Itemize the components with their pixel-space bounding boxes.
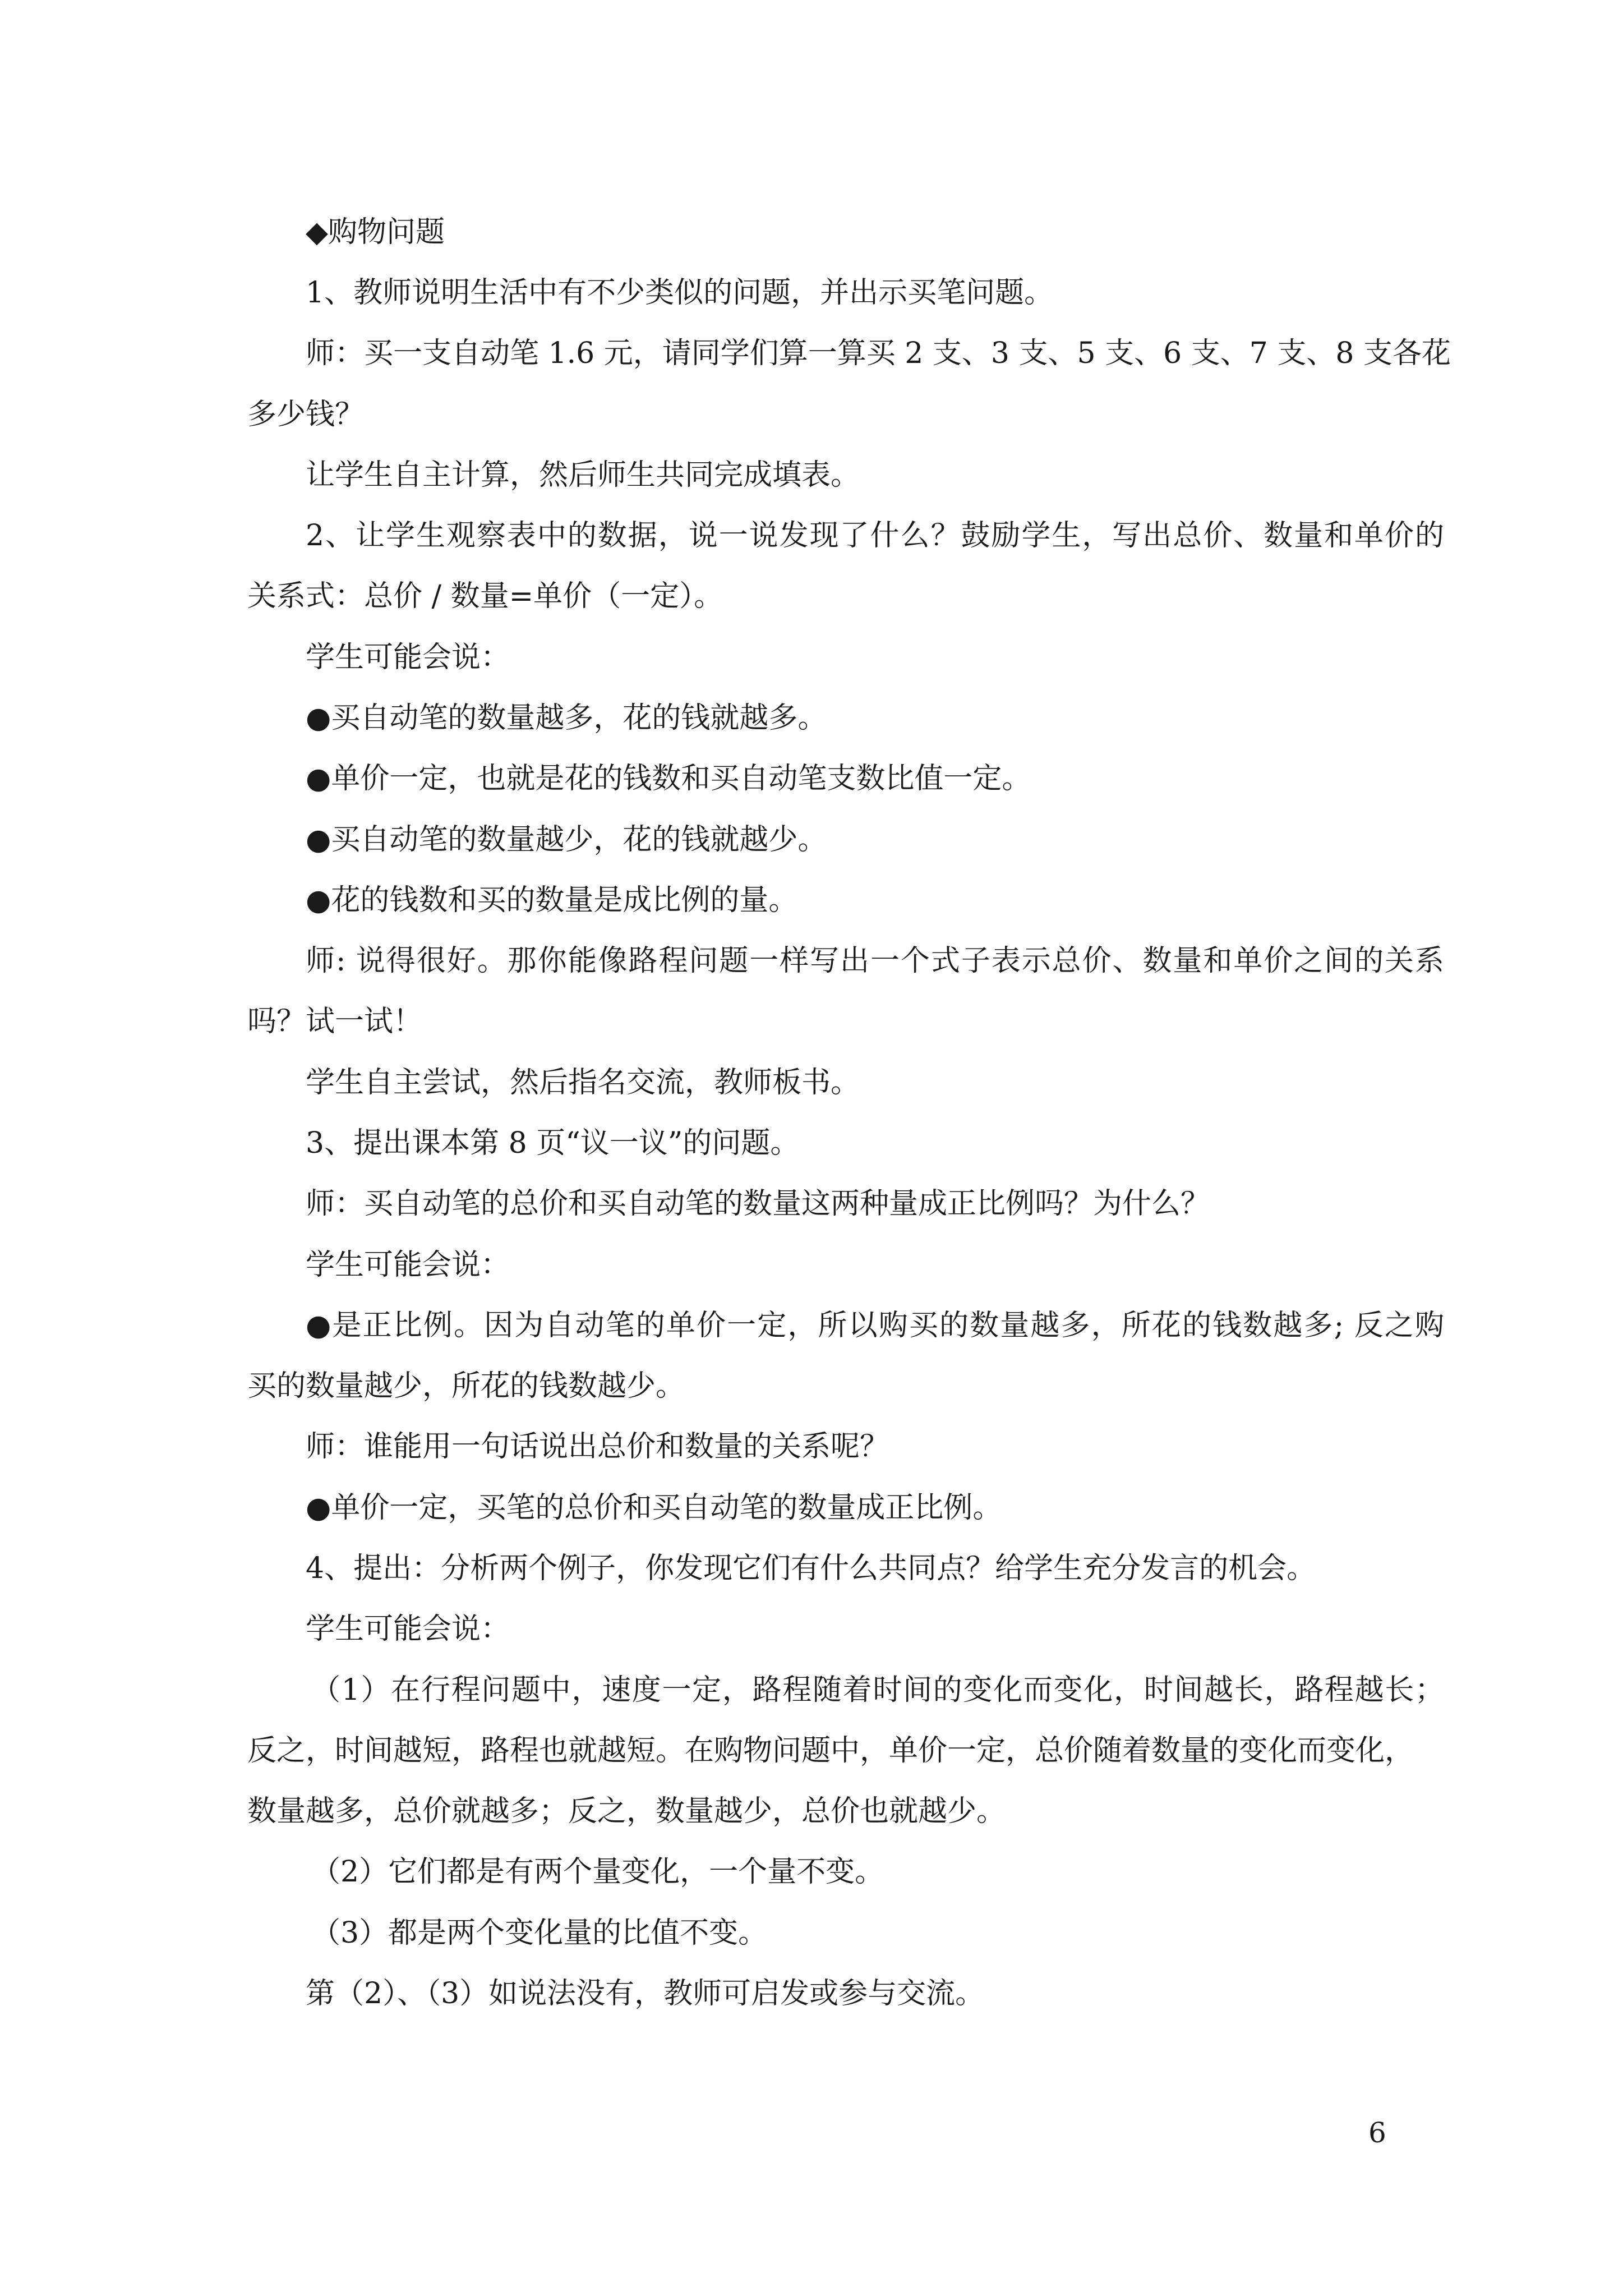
paragraph-line: 1、教师说明生活中有不少类似的问题，并出示买笔问题。 [306, 276, 1054, 310]
paragraph-line: 4、提出：分析两个例子，你发现它们有什么共同点？给学生充分发言的机会。 [306, 1552, 1316, 1585]
bullet-item: ●单价一定，买笔的总价和买自动笔的数量成正比例。 [306, 1491, 1002, 1525]
paragraph-line: 数量越多，总价就越多；反之，数量越少，总价也就越少。 [247, 1795, 1006, 1828]
paragraph-line: 师：谁能用一句话说出总价和数量的关系呢？ [306, 1430, 889, 1464]
paragraph-line: 2、让学生观察表中的数据，说一说发现了什么？鼓励学生，写出总价、数量和单价的 [306, 519, 1444, 553]
paragraph-line: 吗？试一试！ [247, 1005, 423, 1038]
paragraph-line: 师：买自动笔的总价和买自动笔的数量这两种量成正比例吗？为什么？ [306, 1187, 1210, 1221]
paragraph-line: 让学生自主计算，然后师生共同完成填表。 [306, 458, 860, 492]
bullet-item: ●是正比例。因为自动笔的单价一定，所以购买的数量越多，所花的钱数越多; 反之购 [306, 1309, 1444, 1342]
paragraph-line: 反之，时间越短，路程也就越短。在购物问题中，单价一定，总价随着数量的变化而变化， [247, 1734, 1414, 1768]
bullet-item: ●花的钱数和买的数量是成比例的量。 [306, 884, 798, 917]
paragraph-line: 学生可能会说： [306, 1612, 510, 1646]
paragraph-line: 学生可能会说： [306, 641, 510, 674]
paragraph-line: 学生可能会说： [306, 1248, 510, 1282]
paragraph-line: 3、提出课本第 8 页“议一议”的问题。 [306, 1126, 800, 1160]
paragraph-line: （1）在行程问题中，速度一定，路程随着时间的变化而变化，时间越长，路程越长； [311, 1673, 1444, 1707]
paragraph-line: 关系式：总价 / 数量=单价（一定）。 [247, 579, 723, 613]
paragraph-line: 买的数量越少，所花的钱数越少。 [247, 1369, 685, 1403]
section-heading: ◆购物问题 [306, 215, 445, 249]
paragraph-line: 第（2）、（3）如说法没有，教师可启发或参与交流。 [306, 1977, 985, 2010]
page-number: 6 [1368, 2116, 1386, 2149]
paragraph-line: 学生自主尝试，然后指名交流，教师板书。 [306, 1066, 860, 1099]
paragraph-line: （2）它们都是有两个量变化，一个量不变。 [311, 1855, 884, 1889]
bullet-item: ●买自动笔的数量越多，花的钱就越多。 [306, 701, 827, 735]
paragraph-line: （3）都是两个变化量的比值不变。 [311, 1916, 768, 1950]
bullet-item: ●单价一定，也就是花的钱数和买自动笔支数比值一定。 [306, 762, 1031, 795]
paragraph-line: 多少钱？ [247, 398, 365, 431]
bullet-item: ●买自动笔的数量越少，花的钱就越少。 [306, 823, 827, 857]
paragraph-line: 师：买一支自动笔 1.6 元，请同学们算一算买 2 支、3 支、5 支、6 支、7 支、8 支各花 [306, 337, 1451, 370]
paragraph-line: 师: 说得很好。那你能像路程问题一样写出一个式子表示总价、数量和单价之间的关系 [306, 944, 1444, 978]
